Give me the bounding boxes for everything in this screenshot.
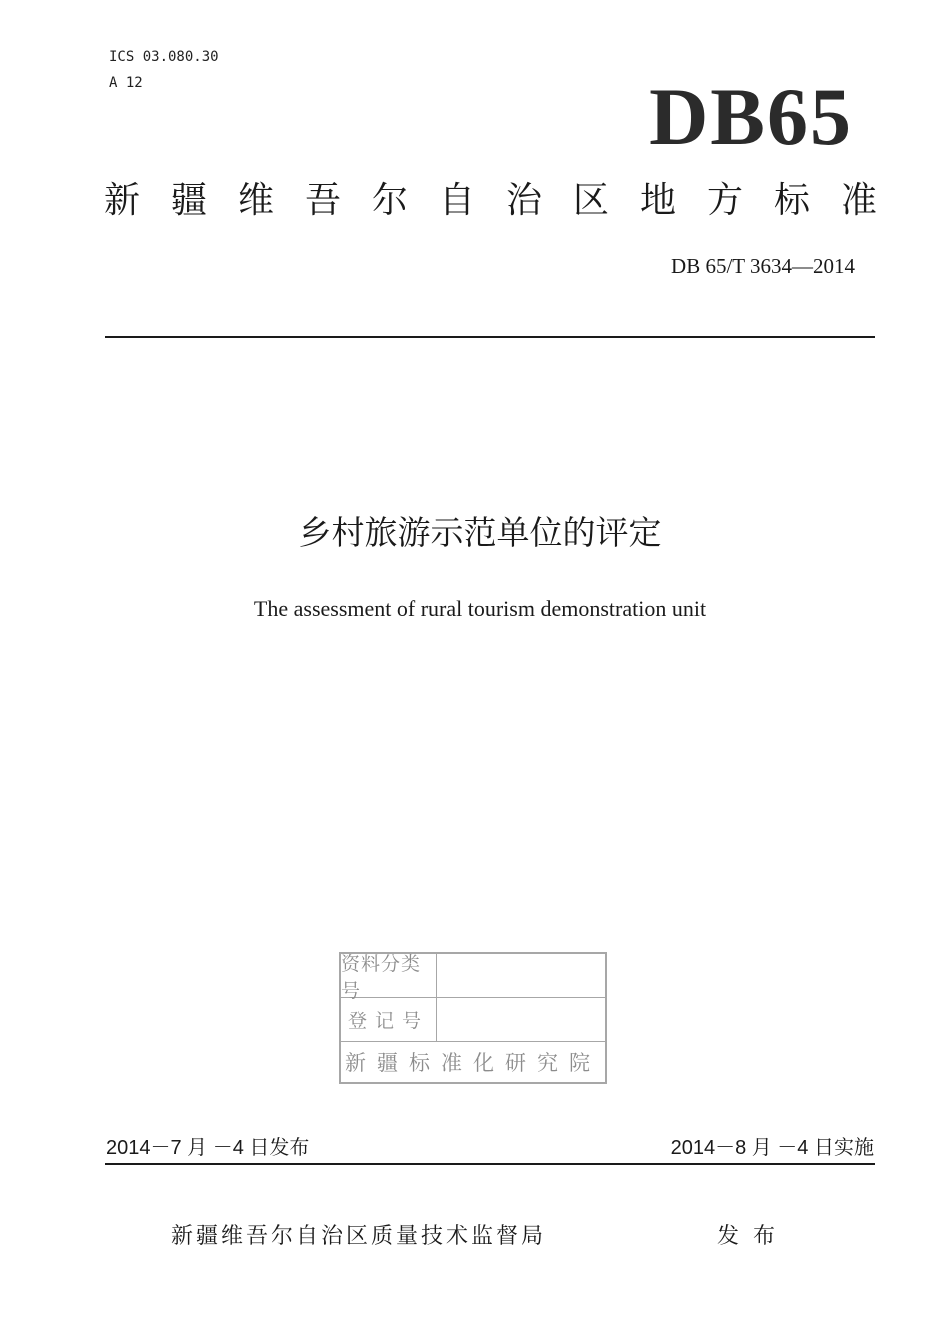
- date-divider: [105, 1163, 875, 1165]
- issuing-authority: 新疆维吾尔自治区质量技术监督局: [171, 1224, 547, 1249]
- standard-number: DB 65/T 3634—2014: [671, 254, 855, 278]
- archive-stamp: [339, 952, 607, 1084]
- classification-codes: [109, 44, 219, 96]
- implement-date: 2014－8 月 －4 日实施: [670, 1137, 874, 1159]
- standard-authority: 新疆维吾尔自治区地方标准: [104, 180, 909, 221]
- stamp-registration-label: 登记号: [341, 998, 437, 1041]
- stamp-row-classification: [341, 952, 605, 1002]
- header-divider: [105, 336, 875, 338]
- stamp-row-registration: [341, 998, 605, 1042]
- stamp-classification-label: 资料分类号: [341, 954, 437, 997]
- publish-date: 2014－7 月 －4 日发布: [106, 1137, 310, 1159]
- issue-label: 发布: [717, 1224, 790, 1249]
- ics-code: ICS 03.080.30: [109, 49, 219, 65]
- category-code: A 12: [109, 75, 143, 91]
- title-english: The assessment of rural tourism demonstration unit: [253, 596, 707, 621]
- stamp-institute: 新疆标准化研究院: [345, 1051, 601, 1075]
- db65-logo: DB65: [649, 71, 853, 162]
- title-chinese: 乡村旅游示范单位的评定: [298, 513, 662, 552]
